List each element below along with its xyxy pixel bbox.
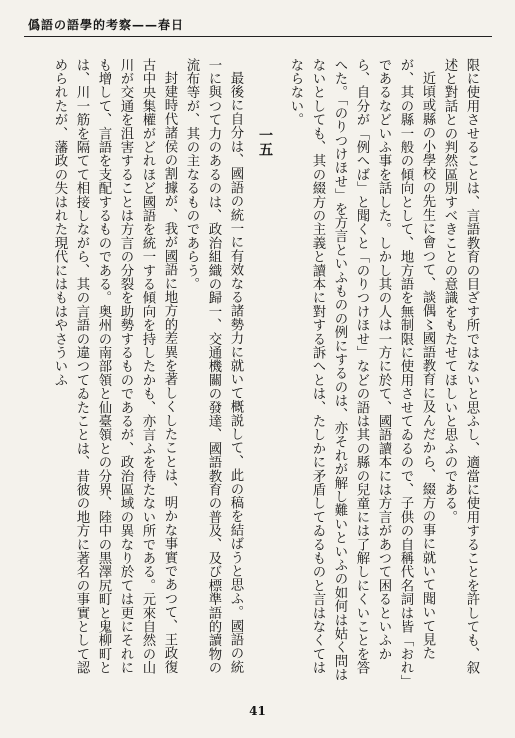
paragraph-3: 最後に自分は、國語の統一に有效なる諸勢力に就いて概説して、此の稿を結ばうと思ふ。國語の統一に與つて力のあるのは、政治組織の歸一、交通機關の發達、國語教育の普及、及び標準語的讀物の流布等が、其の主なるものであらう。 [184, 58, 243, 675]
paragraph-2: 近頃或縣の小學校の先生に會つて、談偶〻國語教育に及んだから、綴方の事に就いて聞いて見たが、其の縣一般の傾向として、地方語を無制限に使用させてゐるので、子供の自稱代名詞は皆「おれ」であるなどいふ事を話した。しかし其の人は一方に於て、國語讀本には方言があつて困るといふから、自分が「例へば」と聞くと「のりつけほせ」などの語は其の縣の兒童には了解しにくいことを答へた。「のりつけほせ」を方言といふものの例にするのは、亦それが解し難いといふの如何は姑く問はないとしても、其の綴方の主義と讀本に對する訴へとは、たしかに矛盾してゐるものと言はなくてはならない。 [288, 58, 435, 682]
paragraph-1: 限に使用させることは、言語教育の目ざす所ではないと思ふし、適當に使用することを許しても、叙述と對話との判然區別すべきことの意識をもたせてほしいと思ふのである。 [442, 58, 479, 675]
running-head-title: 僞語の語學的考察——春日 [28, 18, 185, 32]
running-header [24, 12, 492, 37]
section-number: 一五 [257, 128, 273, 157]
paragraph-4: 封建時代諸侯の割據が、我が國語に地方的差異を著しくしたことは、明かな事實であつて、王政復古中央集權がどれほど國語を統一する傾向を持したかも、亦言ふを待たない所である。元來自然の山川が交通を沮害することは方言の分裂を助勢するものであるが、政治區域の異なり於ては更にそれにも增して、言語を支配するものである。奥州の南部領と仙臺領との分界、陸中の黒澤尻町と鬼柳町とは、川一筋を隔てて相接しながら、其の言語の違つてゐたことは、昔彼の地方に著名の事實として認められたが、藩政の失はれた現代にはもはやさういふ [52, 58, 177, 675]
page-number: 41 [249, 704, 266, 718]
body-text [32, 58, 482, 686]
